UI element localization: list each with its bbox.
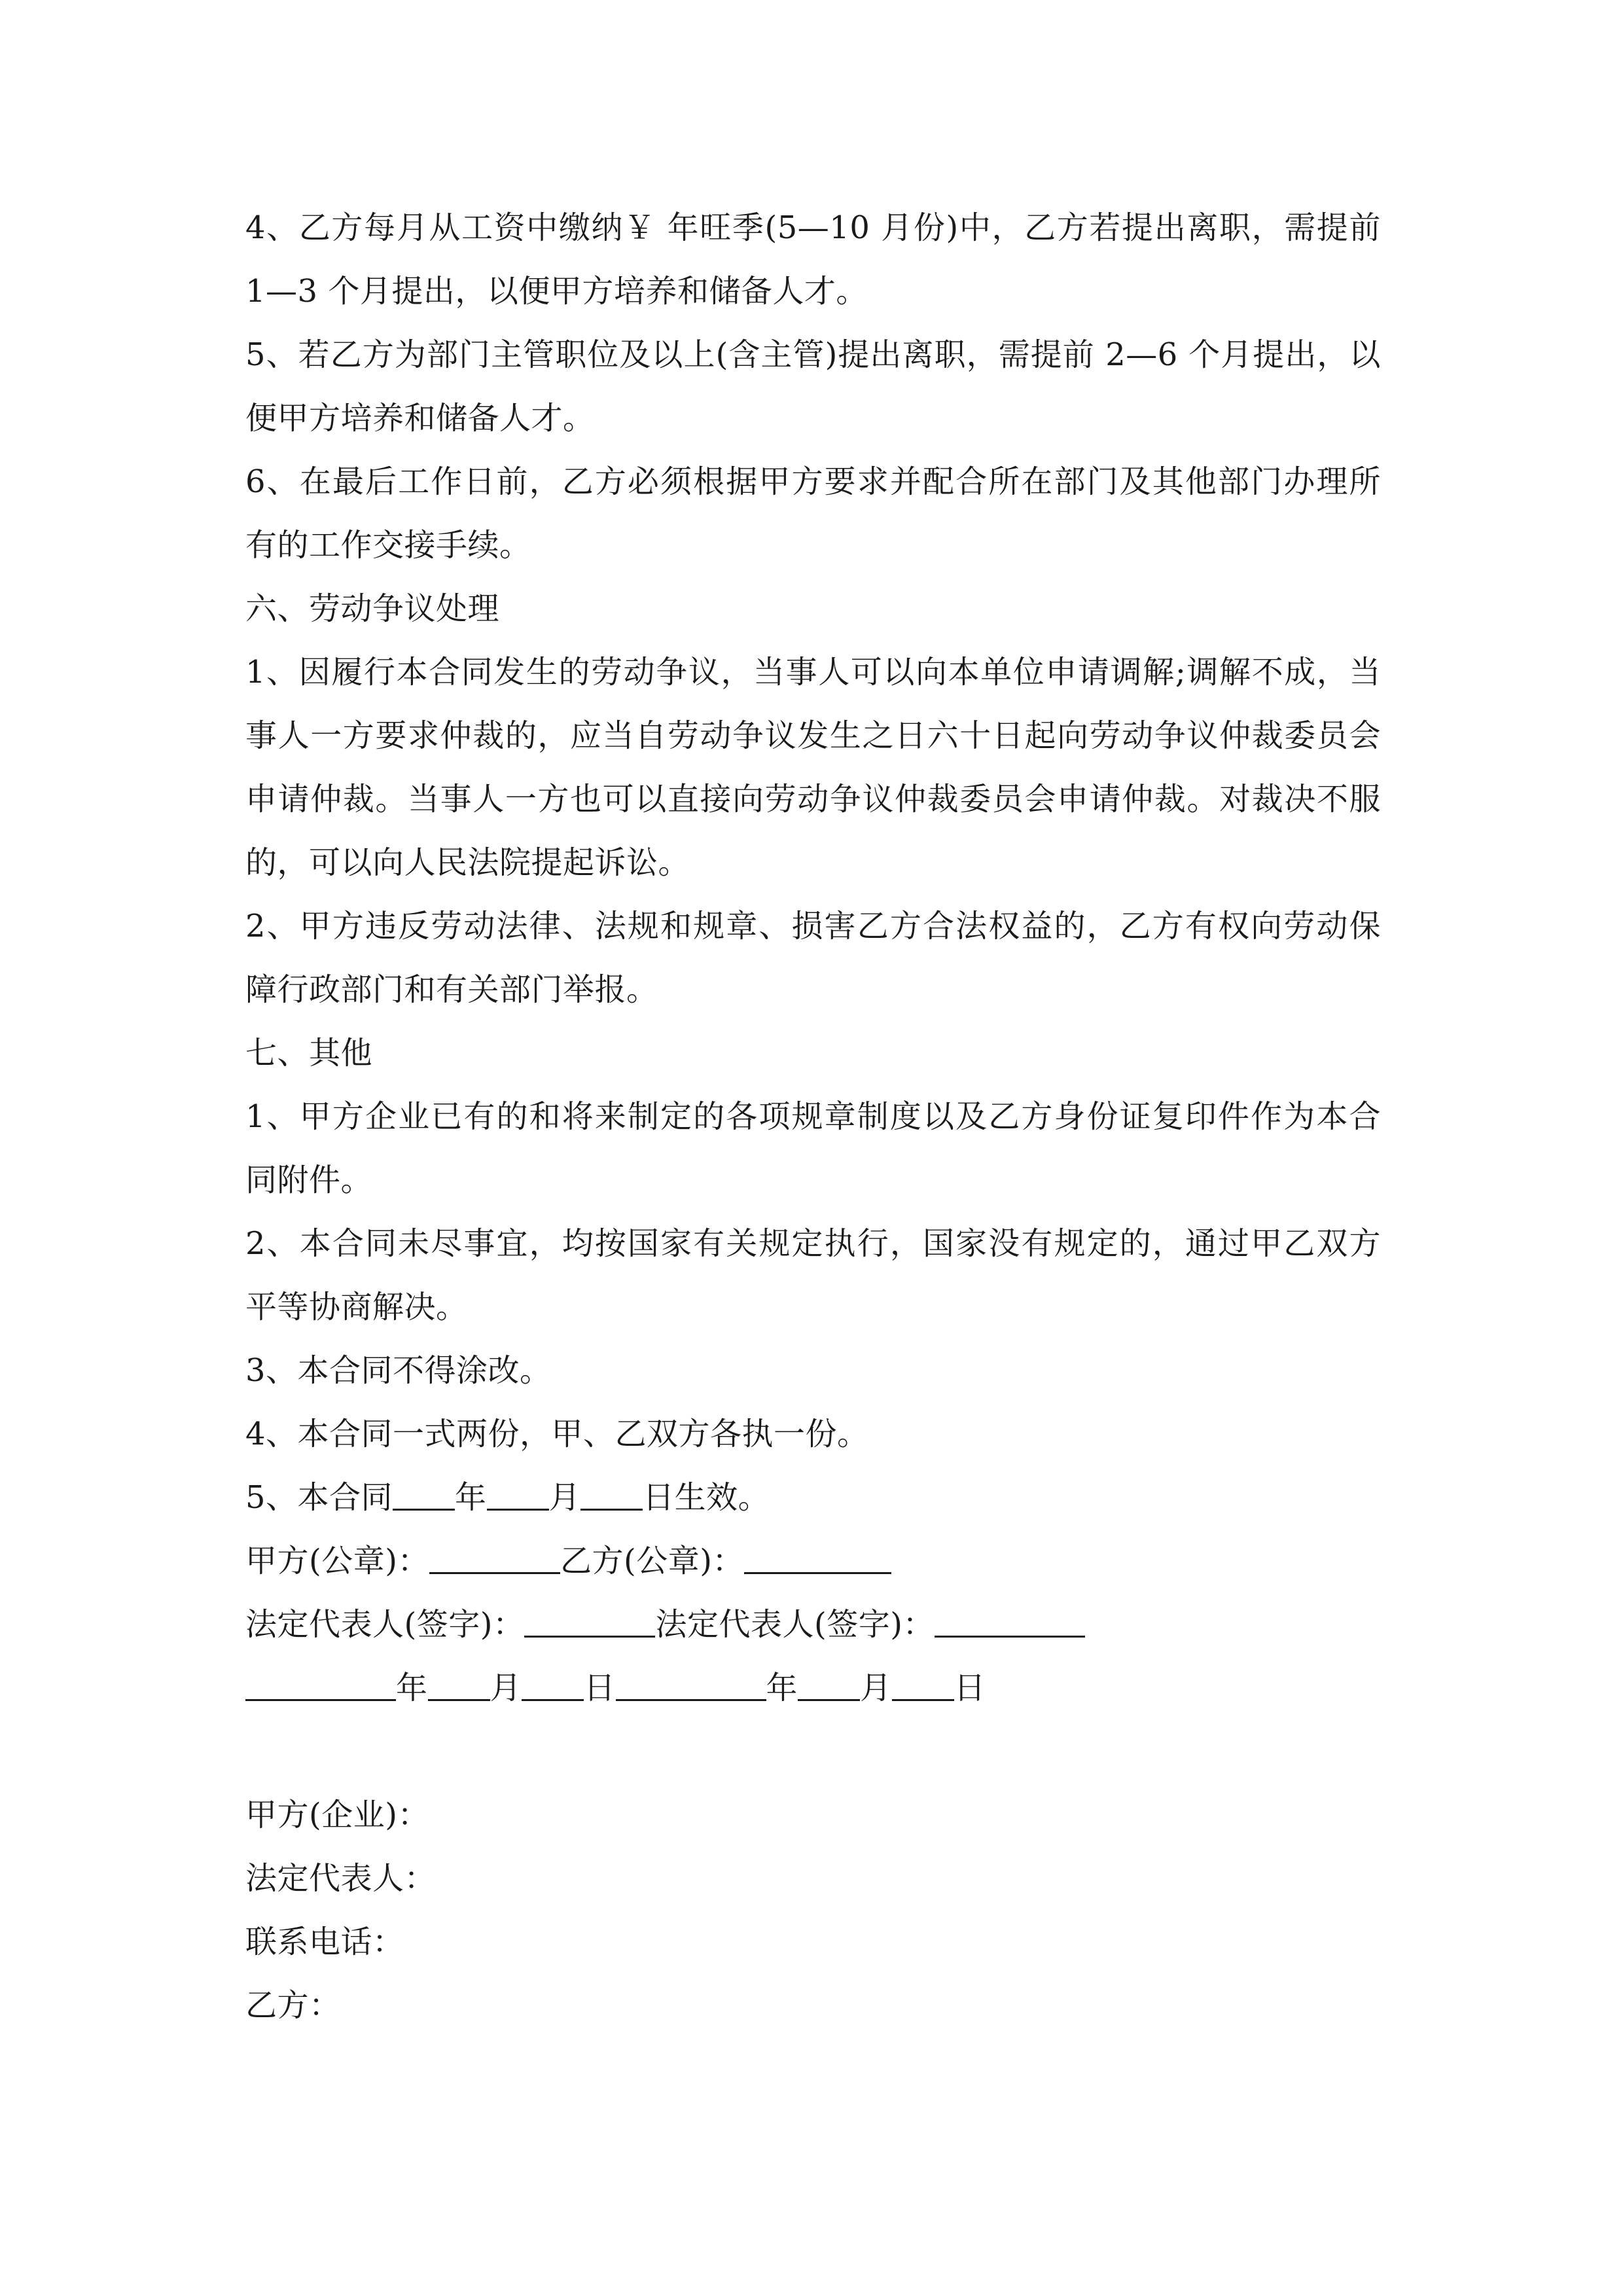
party-b-month-blank[interactable] — [798, 1673, 860, 1701]
paragraph-line: 6、在最后工作日前，乙方必须根据甲方要求并配合所在部门及其他部门办理所 — [245, 463, 1381, 500]
signing-date-line — [245, 1657, 1381, 1720]
paragraph-line: 障行政部门和有关部门举报。 — [245, 971, 658, 1008]
year-blank[interactable] — [393, 1482, 455, 1511]
paragraph-line: 的，可以向人民法院提起诉讼。 — [245, 844, 690, 881]
paragraph-line: 平等协商解决。 — [245, 1289, 468, 1325]
effective-prefix: 5、本合同 — [245, 1479, 393, 1516]
paragraph-line: 3、本合同不得涂改。 — [245, 1352, 552, 1389]
paragraph-line: 有的工作交接手续。 — [245, 527, 531, 564]
section-heading: 六、劳动争议处理 — [245, 590, 500, 627]
footer-representative: 法定代表人： — [245, 1860, 437, 1897]
year-label: 年 — [455, 1479, 487, 1516]
paragraph-line: 便甲方培养和储备人才。 — [245, 400, 595, 437]
paragraph-line: 4、本合同一式两份，甲、乙双方各执一份。 — [245, 1416, 869, 1452]
day-label: 日 — [584, 1670, 616, 1706]
effective-date-line — [245, 1466, 1381, 1530]
year-label: 年 — [766, 1670, 798, 1706]
party-a-seal-blank[interactable] — [429, 1546, 560, 1574]
day-blank[interactable] — [580, 1482, 643, 1511]
paragraph-line: 申请仲裁。当事人一方也可以直接向劳动争议仲裁委员会申请仲裁。对裁决不服 — [245, 781, 1381, 817]
party-a-month-blank[interactable] — [428, 1673, 490, 1701]
representative-line — [245, 1593, 1381, 1657]
paragraph-line: 事人一方要求仲裁的，应当自劳动争议发生之日六十日起向劳动争议仲裁委员会 — [245, 717, 1381, 754]
month-blank[interactable] — [487, 1482, 549, 1511]
party-a-rep-blank[interactable] — [524, 1609, 655, 1638]
paragraph-line: 同附件。 — [245, 1162, 373, 1198]
party-b-seal-label: 乙方(公章)： — [560, 1543, 744, 1579]
paragraph-line: 2、本合同未尽事宜，均按国家有关规定执行，国家没有规定的，通过甲乙双方 — [245, 1225, 1381, 1262]
month-label: 月 — [490, 1670, 522, 1706]
day-label: 日生效。 — [643, 1479, 770, 1516]
paragraph-line: 5、若乙方为部门主管职位及以上(含主管)提出离职，需提前 2—6 个月提出，以 — [245, 336, 1381, 373]
spacer — [245, 1720, 1381, 1784]
month-label: 月 — [548, 1479, 581, 1516]
paragraph-line: 1、甲方企业已有的和将来制定的各项规章制度以及乙方身份证复印件作为本合 — [245, 1098, 1381, 1135]
party-a-day-blank[interactable] — [522, 1673, 584, 1701]
paragraph-line: 2、甲方违反劳动法律、法规和规章、损害乙方合法权益的，乙方有权向劳动保 — [245, 908, 1381, 944]
day-label: 日 — [954, 1670, 986, 1706]
party-b-seal-blank[interactable] — [744, 1546, 891, 1574]
year-label: 年 — [396, 1670, 428, 1706]
footer-phone: 联系电话： — [245, 1924, 404, 1960]
party-b-rep-label: 法定代表人(签字)： — [655, 1606, 935, 1643]
section-heading: 七、其他 — [245, 1035, 373, 1071]
party-a-rep-label: 法定代表人(签字)： — [245, 1606, 525, 1643]
footer-party-b: 乙方： — [245, 1987, 341, 2024]
party-b-year-blank[interactable] — [616, 1673, 766, 1701]
party-a-seal-label: 甲方(公章)： — [245, 1543, 429, 1579]
paragraph-line: 1、因履行本合同发生的劳动争议，当事人可以向本单位申请调解;调解不成，当 — [245, 654, 1381, 691]
seal-line — [245, 1530, 1381, 1593]
party-b-day-blank[interactable] — [892, 1673, 954, 1701]
document-body — [245, 196, 1381, 2037]
paragraph-line: 1—3 个月提出，以便甲方培养和储备人才。 — [245, 273, 868, 310]
footer-party-a: 甲方(企业)： — [245, 1797, 429, 1833]
party-a-year-blank[interactable] — [245, 1673, 396, 1701]
paragraph-line: 4、乙方每月从工资中缴纳￥ 年旺季(5—10 月份)中，乙方若提出离职，需提前 — [245, 209, 1381, 246]
month-label: 月 — [860, 1670, 892, 1706]
party-b-rep-blank[interactable] — [935, 1609, 1085, 1638]
